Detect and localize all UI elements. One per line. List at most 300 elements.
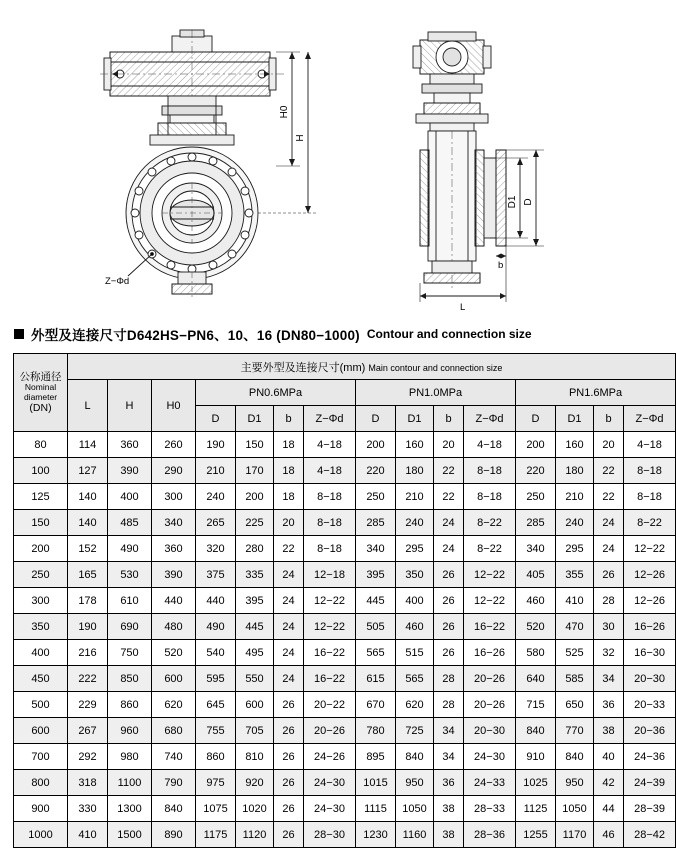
cell-p10-D1: 210 xyxy=(396,484,434,510)
header-pn10-b: b xyxy=(434,406,464,432)
cell-p06-D1: 225 xyxy=(236,510,274,536)
cell-p06-zphid: 16−22 xyxy=(304,640,356,666)
table-row xyxy=(14,744,676,770)
cell-H: 490 xyxy=(108,536,152,562)
header-pn16-D: D xyxy=(516,406,556,432)
cell-p16-D: 715 xyxy=(516,692,556,718)
cell-p16-zphid: 12−22 xyxy=(624,536,676,562)
cell-p06-D: 645 xyxy=(196,692,236,718)
cell-p16-b: 26 xyxy=(594,562,624,588)
cell-p06-zphid: 20−22 xyxy=(304,692,356,718)
cell-p10-zphid: 28−33 xyxy=(464,796,516,822)
cell-p16-zphid: 28−39 xyxy=(624,796,676,822)
cell-p10-b: 38 xyxy=(434,796,464,822)
cell-p10-zphid: 28−36 xyxy=(464,822,516,848)
cell-p16-D: 460 xyxy=(516,588,556,614)
cell-p16-D1: 470 xyxy=(556,614,594,640)
cell-L: 222 xyxy=(68,666,108,692)
cell-p16-b: 44 xyxy=(594,796,624,822)
header-pn06-D: D xyxy=(196,406,236,432)
cell-p06-zphid: 8−18 xyxy=(304,536,356,562)
cell-p06-b: 24 xyxy=(274,666,304,692)
cell-p10-D1: 725 xyxy=(396,718,434,744)
square-bullet-icon xyxy=(14,329,24,339)
cell-dn: 500 xyxy=(14,692,68,718)
cell-p10-b: 22 xyxy=(434,484,464,510)
table-row xyxy=(14,484,676,510)
cell-L: 140 xyxy=(68,510,108,536)
table-row xyxy=(14,822,676,848)
cell-p10-D1: 565 xyxy=(396,666,434,692)
cell-p10-D: 1015 xyxy=(356,770,396,796)
cell-p06-zphid: 4−18 xyxy=(304,458,356,484)
cell-p06-b: 26 xyxy=(274,822,304,848)
cell-p06-D: 440 xyxy=(196,588,236,614)
cell-H: 400 xyxy=(108,484,152,510)
cell-p06-b: 26 xyxy=(274,770,304,796)
table-row xyxy=(14,432,676,458)
table-row xyxy=(14,458,676,484)
cell-dn: 250 xyxy=(14,562,68,588)
cell-p10-b: 36 xyxy=(434,770,464,796)
cell-H: 690 xyxy=(108,614,152,640)
cell-p16-D1: 1170 xyxy=(556,822,594,848)
cell-H: 530 xyxy=(108,562,152,588)
cell-H0: 340 xyxy=(152,510,196,536)
cell-p16-zphid: 12−26 xyxy=(624,562,676,588)
cell-p16-D: 1025 xyxy=(516,770,556,796)
cell-p16-D1: 240 xyxy=(556,510,594,536)
cell-p06-D1: 705 xyxy=(236,718,274,744)
cell-p10-b: 26 xyxy=(434,640,464,666)
cell-p16-D1: 160 xyxy=(556,432,594,458)
cell-p16-D1: 410 xyxy=(556,588,594,614)
cell-p10-D1: 240 xyxy=(396,510,434,536)
cell-H0: 290 xyxy=(152,458,196,484)
cell-p16-D1: 770 xyxy=(556,718,594,744)
cell-p06-b: 26 xyxy=(274,718,304,744)
table-body xyxy=(14,432,676,848)
cell-p16-zphid: 28−42 xyxy=(624,822,676,848)
cell-dn: 80 xyxy=(14,432,68,458)
table-row xyxy=(14,510,676,536)
cell-L: 178 xyxy=(68,588,108,614)
cell-p10-zphid: 12−22 xyxy=(464,588,516,614)
cell-p06-zphid: 24−26 xyxy=(304,744,356,770)
cell-L: 190 xyxy=(68,614,108,640)
table-header-row-1 xyxy=(14,354,676,380)
cell-p16-D1: 650 xyxy=(556,692,594,718)
cell-p06-D1: 335 xyxy=(236,562,274,588)
cell-p06-b: 20 xyxy=(274,510,304,536)
cell-p10-zphid: 8−22 xyxy=(464,536,516,562)
cell-H: 610 xyxy=(108,588,152,614)
cell-p06-zphid: 12−18 xyxy=(304,562,356,588)
cell-L: 114 xyxy=(68,432,108,458)
cell-H: 750 xyxy=(108,640,152,666)
cell-p10-b: 24 xyxy=(434,536,464,562)
cell-p06-D: 375 xyxy=(196,562,236,588)
cell-p10-b: 26 xyxy=(434,588,464,614)
cell-p10-D: 565 xyxy=(356,640,396,666)
cell-p10-D: 780 xyxy=(356,718,396,744)
cell-H0: 890 xyxy=(152,822,196,848)
cell-p06-D: 595 xyxy=(196,666,236,692)
cell-p06-D1: 200 xyxy=(236,484,274,510)
cell-p10-D: 1115 xyxy=(356,796,396,822)
cell-p06-D: 540 xyxy=(196,640,236,666)
cell-dn: 800 xyxy=(14,770,68,796)
dim-label-l: L xyxy=(460,302,466,313)
cell-p16-zphid: 20−30 xyxy=(624,666,676,692)
cell-p16-b: 24 xyxy=(594,536,624,562)
cell-p16-zphid: 20−36 xyxy=(624,718,676,744)
cell-p16-D1: 180 xyxy=(556,458,594,484)
cell-L: 318 xyxy=(68,770,108,796)
cell-p06-D1: 280 xyxy=(236,536,274,562)
product-drawing xyxy=(0,0,676,320)
cell-p16-b: 28 xyxy=(594,588,624,614)
cell-p16-D1: 840 xyxy=(556,744,594,770)
cell-p16-D: 640 xyxy=(516,666,556,692)
cell-L: 140 xyxy=(68,484,108,510)
cell-p10-D: 445 xyxy=(356,588,396,614)
cell-L: 229 xyxy=(68,692,108,718)
cell-p16-D1: 585 xyxy=(556,666,594,692)
header-col-L: L xyxy=(68,380,108,432)
cell-H0: 740 xyxy=(152,744,196,770)
cell-p16-b: 20 xyxy=(594,432,624,458)
table-row xyxy=(14,796,676,822)
cell-p06-D: 210 xyxy=(196,458,236,484)
cell-L: 127 xyxy=(68,458,108,484)
cell-p06-D: 755 xyxy=(196,718,236,744)
cell-p10-b: 24 xyxy=(434,510,464,536)
cell-p10-D: 285 xyxy=(356,510,396,536)
cell-p10-D1: 1050 xyxy=(396,796,434,822)
header-pn16-zphid: Z−Φd xyxy=(624,406,676,432)
cell-p10-D1: 295 xyxy=(396,536,434,562)
cell-dn: 200 xyxy=(14,536,68,562)
cell-p06-b: 18 xyxy=(274,484,304,510)
cell-H: 850 xyxy=(108,666,152,692)
cell-p10-D: 220 xyxy=(356,458,396,484)
header-pn10-D: D xyxy=(356,406,396,432)
cell-H: 1500 xyxy=(108,822,152,848)
cell-p06-D: 490 xyxy=(196,614,236,640)
header-pn10-zphid: Z−Φd xyxy=(464,406,516,432)
cell-H: 1300 xyxy=(108,796,152,822)
cell-H: 1100 xyxy=(108,770,152,796)
cell-H: 390 xyxy=(108,458,152,484)
cell-p16-D: 580 xyxy=(516,640,556,666)
cell-p06-D1: 810 xyxy=(236,744,274,770)
cell-p16-zphid: 16−26 xyxy=(624,614,676,640)
cell-p10-zphid: 4−18 xyxy=(464,432,516,458)
table-row xyxy=(14,692,676,718)
cell-H0: 390 xyxy=(152,562,196,588)
cell-L: 165 xyxy=(68,562,108,588)
cell-H0: 360 xyxy=(152,536,196,562)
cell-p10-b: 34 xyxy=(434,744,464,770)
cell-p06-b: 22 xyxy=(274,536,304,562)
cell-p16-D: 1255 xyxy=(516,822,556,848)
cell-p10-zphid: 16−26 xyxy=(464,640,516,666)
section-title-cn: 外型及连接尺寸D642HS−PN6、10、16 (DN80−1000) xyxy=(31,328,360,343)
cell-p06-zphid: 8−18 xyxy=(304,484,356,510)
table-header-row-2 xyxy=(14,380,676,406)
cell-p16-D: 220 xyxy=(516,458,556,484)
dim-label-z-phi-d: Z−Φd xyxy=(105,276,130,287)
cell-p06-b: 24 xyxy=(274,562,304,588)
cell-p06-b: 18 xyxy=(274,458,304,484)
cell-p16-zphid: 24−36 xyxy=(624,744,676,770)
cell-p06-b: 24 xyxy=(274,614,304,640)
cell-p10-D: 340 xyxy=(356,536,396,562)
table-row xyxy=(14,770,676,796)
cell-p16-b: 22 xyxy=(594,458,624,484)
cell-p06-D: 265 xyxy=(196,510,236,536)
cell-p16-D: 405 xyxy=(516,562,556,588)
cell-L: 267 xyxy=(68,718,108,744)
cell-p06-zphid: 12−22 xyxy=(304,614,356,640)
cell-p06-D: 190 xyxy=(196,432,236,458)
cell-dn: 450 xyxy=(14,666,68,692)
cell-p16-D: 250 xyxy=(516,484,556,510)
cell-H0: 600 xyxy=(152,666,196,692)
cell-p10-b: 22 xyxy=(434,458,464,484)
header-group-pn16: PN1.6MPa xyxy=(516,380,676,406)
cell-p06-D1: 150 xyxy=(236,432,274,458)
cell-p16-zphid: 16−30 xyxy=(624,640,676,666)
dimension-table xyxy=(13,353,676,848)
cell-p10-zphid: 24−30 xyxy=(464,744,516,770)
header-col-H0: H0 xyxy=(152,380,196,432)
cell-p10-zphid: 8−18 xyxy=(464,458,516,484)
section-heading xyxy=(0,320,676,353)
cell-H0: 840 xyxy=(152,796,196,822)
table-row xyxy=(14,588,676,614)
cell-p06-D: 320 xyxy=(196,536,236,562)
cell-p16-zphid: 4−18 xyxy=(624,432,676,458)
cell-p06-b: 18 xyxy=(274,432,304,458)
cell-p10-D1: 1160 xyxy=(396,822,434,848)
table-row xyxy=(14,536,676,562)
cell-p16-zphid: 8−18 xyxy=(624,484,676,510)
cell-p06-D: 975 xyxy=(196,770,236,796)
cell-p10-b: 34 xyxy=(434,718,464,744)
cell-p10-D: 395 xyxy=(356,562,396,588)
cell-p10-zphid: 8−22 xyxy=(464,510,516,536)
cell-p10-D1: 400 xyxy=(396,588,434,614)
butterfly-valve-drawing xyxy=(0,0,676,320)
cell-dn: 300 xyxy=(14,588,68,614)
cell-p16-zphid: 8−18 xyxy=(624,458,676,484)
header-pn06-b: b xyxy=(274,406,304,432)
cell-p16-b: 42 xyxy=(594,770,624,796)
cell-p06-D: 1075 xyxy=(196,796,236,822)
cell-L: 410 xyxy=(68,822,108,848)
cell-p16-D: 520 xyxy=(516,614,556,640)
cell-p10-D: 505 xyxy=(356,614,396,640)
cell-p10-zphid: 24−33 xyxy=(464,770,516,796)
cell-p16-D: 285 xyxy=(516,510,556,536)
header-group-pn10: PN1.0MPa xyxy=(356,380,516,406)
cell-dn: 700 xyxy=(14,744,68,770)
cell-p06-D1: 550 xyxy=(236,666,274,692)
cell-H: 860 xyxy=(108,692,152,718)
cell-p06-zphid: 4−18 xyxy=(304,432,356,458)
dim-label-d: D xyxy=(523,198,534,206)
cell-p16-D: 910 xyxy=(516,744,556,770)
cell-p10-D1: 180 xyxy=(396,458,434,484)
cell-p06-b: 24 xyxy=(274,640,304,666)
cell-p06-D1: 600 xyxy=(236,692,274,718)
cell-H0: 680 xyxy=(152,718,196,744)
cell-p06-D1: 395 xyxy=(236,588,274,614)
cell-p16-b: 30 xyxy=(594,614,624,640)
cell-H: 960 xyxy=(108,718,152,744)
section-title-en: Contour and connection size xyxy=(366,327,532,341)
header-main-size: 主要外型及连接尺寸(mm) Main contour and connection size xyxy=(68,354,676,380)
cell-p10-D1: 840 xyxy=(396,744,434,770)
cell-dn: 900 xyxy=(14,796,68,822)
cell-p10-D1: 350 xyxy=(396,562,434,588)
cell-p06-b: 26 xyxy=(274,744,304,770)
cell-p16-D1: 1050 xyxy=(556,796,594,822)
table-row xyxy=(14,640,676,666)
cell-p10-D: 200 xyxy=(356,432,396,458)
cell-p10-zphid: 8−18 xyxy=(464,484,516,510)
cell-p10-D1: 460 xyxy=(396,614,434,640)
dim-label-b: b xyxy=(498,260,504,271)
cell-p10-D: 1230 xyxy=(356,822,396,848)
cell-H0: 260 xyxy=(152,432,196,458)
cell-p16-b: 46 xyxy=(594,822,624,848)
cell-p10-zphid: 16−22 xyxy=(464,614,516,640)
cell-H0: 440 xyxy=(152,588,196,614)
cell-H0: 300 xyxy=(152,484,196,510)
cell-p06-D1: 170 xyxy=(236,458,274,484)
header-pn16-b: b xyxy=(594,406,624,432)
table-row xyxy=(14,718,676,744)
cell-H0: 620 xyxy=(152,692,196,718)
cell-p06-zphid: 20−26 xyxy=(304,718,356,744)
cell-p06-zphid: 24−30 xyxy=(304,770,356,796)
cell-p10-D: 615 xyxy=(356,666,396,692)
cell-p10-D1: 160 xyxy=(396,432,434,458)
cell-p06-zphid: 24−30 xyxy=(304,796,356,822)
table-row xyxy=(14,614,676,640)
cell-p16-b: 40 xyxy=(594,744,624,770)
cell-p06-zphid: 16−22 xyxy=(304,666,356,692)
cell-H: 980 xyxy=(108,744,152,770)
table-row xyxy=(14,666,676,692)
cell-dn: 125 xyxy=(14,484,68,510)
cell-p06-zphid: 28−30 xyxy=(304,822,356,848)
cell-p16-zphid: 12−26 xyxy=(624,588,676,614)
cell-p16-b: 34 xyxy=(594,666,624,692)
cell-p10-D: 250 xyxy=(356,484,396,510)
cell-L: 216 xyxy=(68,640,108,666)
cell-H0: 480 xyxy=(152,614,196,640)
cell-p10-D: 895 xyxy=(356,744,396,770)
cell-p16-b: 22 xyxy=(594,484,624,510)
header-pn06-zphid: Z−Φd xyxy=(304,406,356,432)
cell-p16-D1: 525 xyxy=(556,640,594,666)
header-group-pn06: PN0.6MPa xyxy=(196,380,356,406)
cell-p16-D1: 210 xyxy=(556,484,594,510)
cell-p10-b: 28 xyxy=(434,666,464,692)
cell-p06-D1: 495 xyxy=(236,640,274,666)
cell-p06-D1: 1020 xyxy=(236,796,274,822)
cell-p06-D: 860 xyxy=(196,744,236,770)
cell-H: 360 xyxy=(108,432,152,458)
dim-label-h0: H0 xyxy=(279,105,290,119)
cell-p06-b: 26 xyxy=(274,796,304,822)
cell-p16-zphid: 8−22 xyxy=(624,510,676,536)
cell-p16-b: 36 xyxy=(594,692,624,718)
cell-dn: 350 xyxy=(14,614,68,640)
header-nominal-diameter: 公称通径 Nominal diameter (DN) xyxy=(14,354,68,432)
cell-p10-D1: 620 xyxy=(396,692,434,718)
cell-p10-zphid: 12−22 xyxy=(464,562,516,588)
cell-p16-zphid: 24−39 xyxy=(624,770,676,796)
cell-p10-D1: 515 xyxy=(396,640,434,666)
cell-dn: 100 xyxy=(14,458,68,484)
cell-p06-zphid: 12−22 xyxy=(304,588,356,614)
cell-p16-b: 38 xyxy=(594,718,624,744)
cell-p10-zphid: 20−30 xyxy=(464,718,516,744)
cell-p06-b: 26 xyxy=(274,692,304,718)
cell-p06-D1: 1120 xyxy=(236,822,274,848)
cell-p16-D: 340 xyxy=(516,536,556,562)
cell-dn: 1000 xyxy=(14,822,68,848)
cell-p10-b: 20 xyxy=(434,432,464,458)
cell-p10-D: 670 xyxy=(356,692,396,718)
cell-p16-D: 840 xyxy=(516,718,556,744)
cell-dn: 150 xyxy=(14,510,68,536)
cell-p16-b: 24 xyxy=(594,510,624,536)
dim-label-d1: D1 xyxy=(507,195,518,209)
dim-label-h: H xyxy=(295,134,306,142)
cell-H0: 790 xyxy=(152,770,196,796)
table-row xyxy=(14,562,676,588)
cell-p10-zphid: 20−26 xyxy=(464,666,516,692)
cell-p06-D: 240 xyxy=(196,484,236,510)
cell-p10-b: 26 xyxy=(434,614,464,640)
cell-L: 292 xyxy=(68,744,108,770)
header-pn06-D1: D1 xyxy=(236,406,274,432)
cell-p10-b: 38 xyxy=(434,822,464,848)
header-pn16-D1: D1 xyxy=(556,406,594,432)
cell-p10-b: 26 xyxy=(434,562,464,588)
cell-dn: 600 xyxy=(14,718,68,744)
cell-dn: 400 xyxy=(14,640,68,666)
cell-p16-b: 32 xyxy=(594,640,624,666)
cell-p16-D1: 950 xyxy=(556,770,594,796)
cell-p10-zphid: 20−26 xyxy=(464,692,516,718)
header-pn10-D1: D1 xyxy=(396,406,434,432)
header-col-H: H xyxy=(108,380,152,432)
cell-p10-b: 28 xyxy=(434,692,464,718)
cell-p06-D1: 445 xyxy=(236,614,274,640)
cell-p06-D1: 920 xyxy=(236,770,274,796)
cell-p06-zphid: 8−18 xyxy=(304,510,356,536)
cell-p06-b: 24 xyxy=(274,588,304,614)
cell-H0: 520 xyxy=(152,640,196,666)
cell-p10-D1: 950 xyxy=(396,770,434,796)
